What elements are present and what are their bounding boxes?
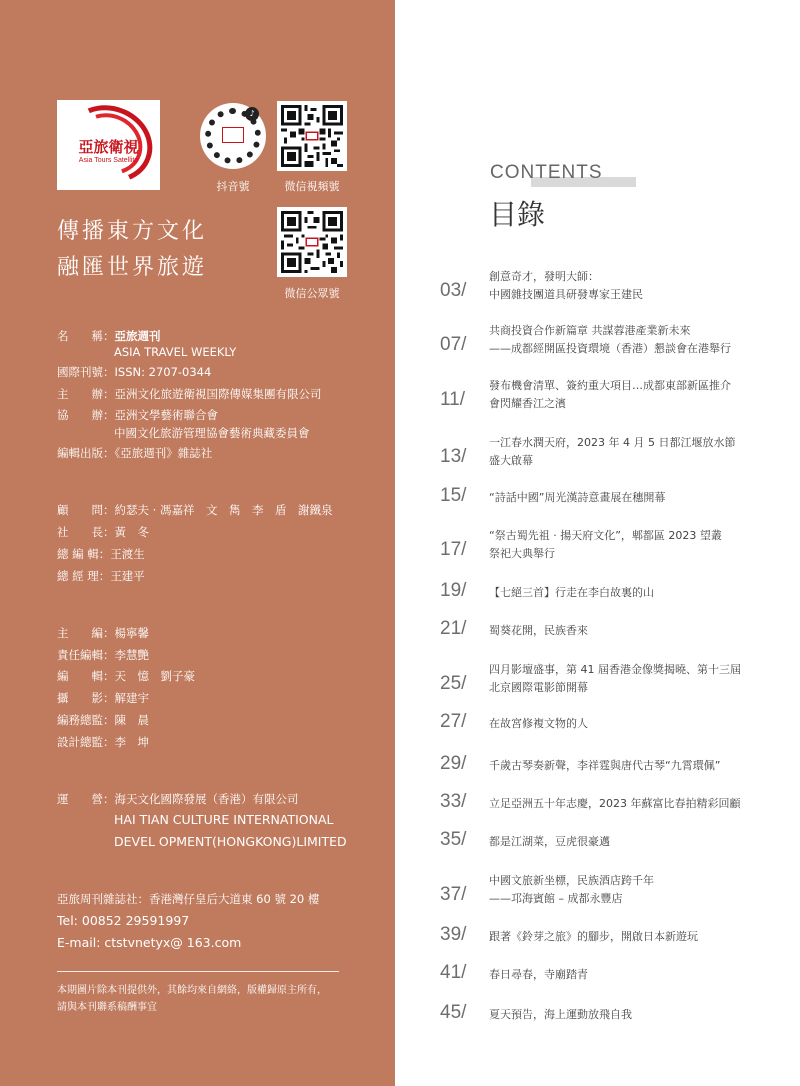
toc-entry-title[interactable]: 共商投資合作新篇章 共謀蓉港產業新未來 bbox=[489, 324, 691, 337]
toc-page-number[interactable]: 35/ bbox=[440, 829, 467, 850]
issn-label: 國際刊號： bbox=[57, 365, 115, 379]
toc-entry-title[interactable]: 春日尋春，寺廟踏青 bbox=[489, 968, 588, 981]
issn-value: ISSN: 2707-0344 bbox=[114, 365, 212, 379]
staff-label: 總 編 輯： bbox=[57, 547, 111, 561]
issn-row bbox=[57, 363, 211, 382]
toc-entry-title[interactable]: 創意奇才，發明大師： bbox=[489, 270, 599, 283]
toc-page-number[interactable]: 29/ bbox=[440, 753, 467, 774]
toc-page-number[interactable]: 41/ bbox=[440, 962, 467, 983]
name-english: ASIA TRAVEL WEEKLY bbox=[114, 345, 237, 359]
toc-entry-title[interactable]: 【七絕三首】行走在李白故裏的山 bbox=[489, 586, 654, 599]
co-organizer-value-2: 中國文化旅游管理協會藝術典藏委員會 bbox=[114, 426, 310, 440]
telephone-line: Tel: 00852 29591997 bbox=[57, 913, 190, 928]
staff-row bbox=[57, 733, 149, 752]
host-value: 亞洲文化旅遊衛視国際傳媒集團有限公司 bbox=[114, 387, 322, 401]
staff-row bbox=[57, 667, 195, 686]
operator-row bbox=[57, 790, 299, 809]
operator-english-2: DEVEL OPMENT(HONGKONG)LIMITED bbox=[114, 834, 347, 849]
staff-label: 顧 問： bbox=[57, 503, 115, 517]
masthead-panel bbox=[0, 0, 395, 1086]
toc-page-number[interactable]: 39/ bbox=[440, 924, 467, 945]
toc-page-number[interactable]: 11/ bbox=[440, 389, 466, 410]
staff-row bbox=[57, 501, 332, 520]
copyright-note-line-2: 請與本刊聯系稿酬事宜 bbox=[57, 1002, 157, 1013]
toc-entry-title[interactable]: 蜀葵花開，民族香來 bbox=[489, 624, 588, 637]
qr-center-logo bbox=[222, 127, 244, 143]
host-label: 主 辦： bbox=[57, 387, 115, 401]
toc-page-number[interactable]: 17/ bbox=[440, 539, 467, 560]
staff-value: 陳 晨 bbox=[114, 713, 149, 727]
douyin-icon: ♪ bbox=[245, 107, 259, 121]
toc-entry-title[interactable]: 四月影壇盛事，第 41 屆香港金像獎揭曉、第十三屆 bbox=[489, 663, 741, 676]
operator-english-1: HAI TIAN CULTURE INTERNATIONAL bbox=[114, 812, 334, 827]
toc-entry-title[interactable]: 北京國際電影節開幕 bbox=[489, 681, 588, 694]
staff-value: 楊寧馨 bbox=[114, 626, 149, 640]
name-value: 亞旅週刊 bbox=[114, 329, 161, 343]
toc-page-number[interactable]: 15/ bbox=[440, 485, 467, 506]
staff-label: 總 經 理： bbox=[57, 569, 111, 583]
address-line: 亞旅周刊雜誌社：香港灣仔皇后大道東 60 號 20 樓 bbox=[57, 892, 320, 906]
operator-value: 海天文化國際發展（香港）有限公司 bbox=[114, 792, 299, 806]
toc-entry-title[interactable]: 在故宮修複文物的人 bbox=[489, 717, 588, 730]
staff-value: 李慧艷 bbox=[114, 648, 149, 662]
co-organizer-label: 協 辦： bbox=[57, 408, 115, 422]
toc-page-number[interactable]: 33/ bbox=[440, 791, 467, 812]
toc-page-number[interactable]: 27/ bbox=[440, 711, 467, 732]
toc-entry-title[interactable]: 夏天預告，海上運動放飛自我 bbox=[489, 1008, 632, 1021]
toc-page-number[interactable]: 03/ bbox=[440, 280, 467, 301]
staff-value: 王渡生 bbox=[110, 547, 145, 561]
toc-entry-title[interactable]: 盛大啟幕 bbox=[489, 454, 533, 467]
staff-row bbox=[57, 711, 149, 730]
staff-row bbox=[57, 646, 149, 665]
staff-label: 主 編： bbox=[57, 626, 115, 640]
staff-label: 責任編輯： bbox=[57, 648, 115, 662]
wechat-public-qr-label: 微信公眾號 bbox=[284, 287, 340, 300]
host-row bbox=[57, 385, 322, 404]
toc-page-number[interactable]: 19/ bbox=[440, 580, 467, 601]
logo-subtext: Asia Tours Satellite bbox=[78, 157, 139, 164]
toc-page-number[interactable]: 07/ bbox=[440, 334, 467, 355]
wechat-public-qr-code bbox=[277, 207, 347, 277]
staff-label: 設計總監： bbox=[57, 735, 115, 749]
toc-page-number[interactable]: 37/ bbox=[440, 884, 467, 905]
toc-page-number[interactable]: 45/ bbox=[440, 1002, 467, 1023]
name-label: 名 稱： bbox=[57, 329, 115, 343]
co-organizer-row bbox=[57, 406, 218, 425]
publisher-label: 編輯出版： bbox=[57, 446, 115, 460]
slogan-line-2: 融匯世界旅遊 bbox=[57, 255, 208, 280]
staff-value: 黃 冬 bbox=[114, 525, 149, 539]
staff-row bbox=[57, 545, 145, 564]
toc-entry-title[interactable]: 一江春水潤天府，2023 年 4 月 5 日都江堰放水節 bbox=[489, 436, 736, 449]
toc-entry-title[interactable]: 祭祀大典舉行 bbox=[489, 547, 555, 560]
publisher-row bbox=[57, 444, 212, 463]
wechat-video-qr-code bbox=[277, 101, 347, 171]
toc-entry-title[interactable]: 跟著《鈴芽之旅》的腳步，開啟日本新遊玩 bbox=[489, 930, 698, 943]
toc-entry-title[interactable]: 中國雜技團道具研發專家王建民 bbox=[489, 288, 643, 301]
toc-entry-title[interactable]: 千歲古琴奏新聲，李祥霆與唐代古琴“九霄環佩” bbox=[489, 759, 721, 772]
toc-entry-title[interactable]: 會閃耀香江之濱 bbox=[489, 397, 566, 410]
toc-entry-title[interactable]: 都是江湖菜，豆虎很豪邁 bbox=[489, 835, 610, 848]
toc-entry-title[interactable]: 中國文旅新坐標，民族酒店跨千年 bbox=[489, 874, 654, 887]
toc-page-number[interactable]: 13/ bbox=[440, 446, 467, 467]
logo-text: 亞旅衛視 bbox=[78, 138, 139, 156]
toc-entry-title[interactable]: ——成都經開區投資環境（香港）懇談會在港舉行 bbox=[489, 342, 731, 355]
operator-label: 運 營： bbox=[57, 792, 115, 806]
staff-value: 王建平 bbox=[110, 569, 145, 583]
toc-entry-title[interactable]: 發布機會清單、簽約重大項目…成都東部新區推介 bbox=[489, 379, 731, 392]
co-organizer-value-1: 亞洲文學藝術聯合會 bbox=[114, 408, 218, 422]
brand-logo bbox=[57, 100, 160, 190]
copyright-note-line-1: 本期圖片除本刊提供外，其餘均來自網絡，版權歸原主所有， bbox=[57, 985, 327, 996]
staff-value: 天 憶 劉子豪 bbox=[114, 669, 195, 683]
staff-label: 社 長： bbox=[57, 525, 115, 539]
staff-row bbox=[57, 624, 149, 643]
staff-row bbox=[57, 689, 149, 708]
douyin-qr-code bbox=[200, 103, 266, 169]
toc-page-number[interactable]: 21/ bbox=[440, 618, 467, 639]
staff-row bbox=[57, 567, 145, 586]
douyin-qr-label: 抖音號 bbox=[216, 180, 250, 193]
email-line: E-mail: ctstvnetyx@ 163.com bbox=[57, 935, 242, 950]
toc-entry-title[interactable]: ——邛海賓館 – 成都永豐店 bbox=[489, 892, 623, 905]
staff-label: 編 輯： bbox=[57, 669, 115, 683]
wechat-video-qr-label: 微信視頻號 bbox=[284, 180, 340, 193]
toc-page-number[interactable]: 25/ bbox=[440, 673, 467, 694]
toc-entry-title[interactable]: 立足亞洲五十年志慶，2023 年蘇富比春拍精彩回顧 bbox=[489, 797, 741, 810]
toc-entry-title[interactable]: “詩話中國”周光漢詩意畫展在穗開幕 bbox=[489, 491, 666, 504]
contents-title-chinese: 目錄 bbox=[489, 198, 546, 231]
contents-title-english: CONTENTS bbox=[490, 162, 603, 183]
footer-divider bbox=[57, 971, 339, 972]
staff-label: 編務總監： bbox=[57, 713, 115, 727]
slogan-line-1: 傳播東方文化 bbox=[57, 219, 208, 244]
publisher-value: 《亞旅週刊》雜誌社 bbox=[114, 446, 213, 460]
staff-value: 解建宇 bbox=[114, 691, 149, 705]
staff-row bbox=[57, 523, 149, 542]
staff-value: 約瑟夫 · 馮嘉祥 文 雋 李 盾 謝鐵泉 bbox=[114, 503, 333, 517]
staff-label: 攝 影： bbox=[57, 691, 115, 705]
staff-value: 李 坤 bbox=[114, 735, 149, 749]
toc-entry-title[interactable]: “祭古蜀先祖 · 揚天府文化”，郫都區 2023 望叢 bbox=[489, 529, 722, 542]
